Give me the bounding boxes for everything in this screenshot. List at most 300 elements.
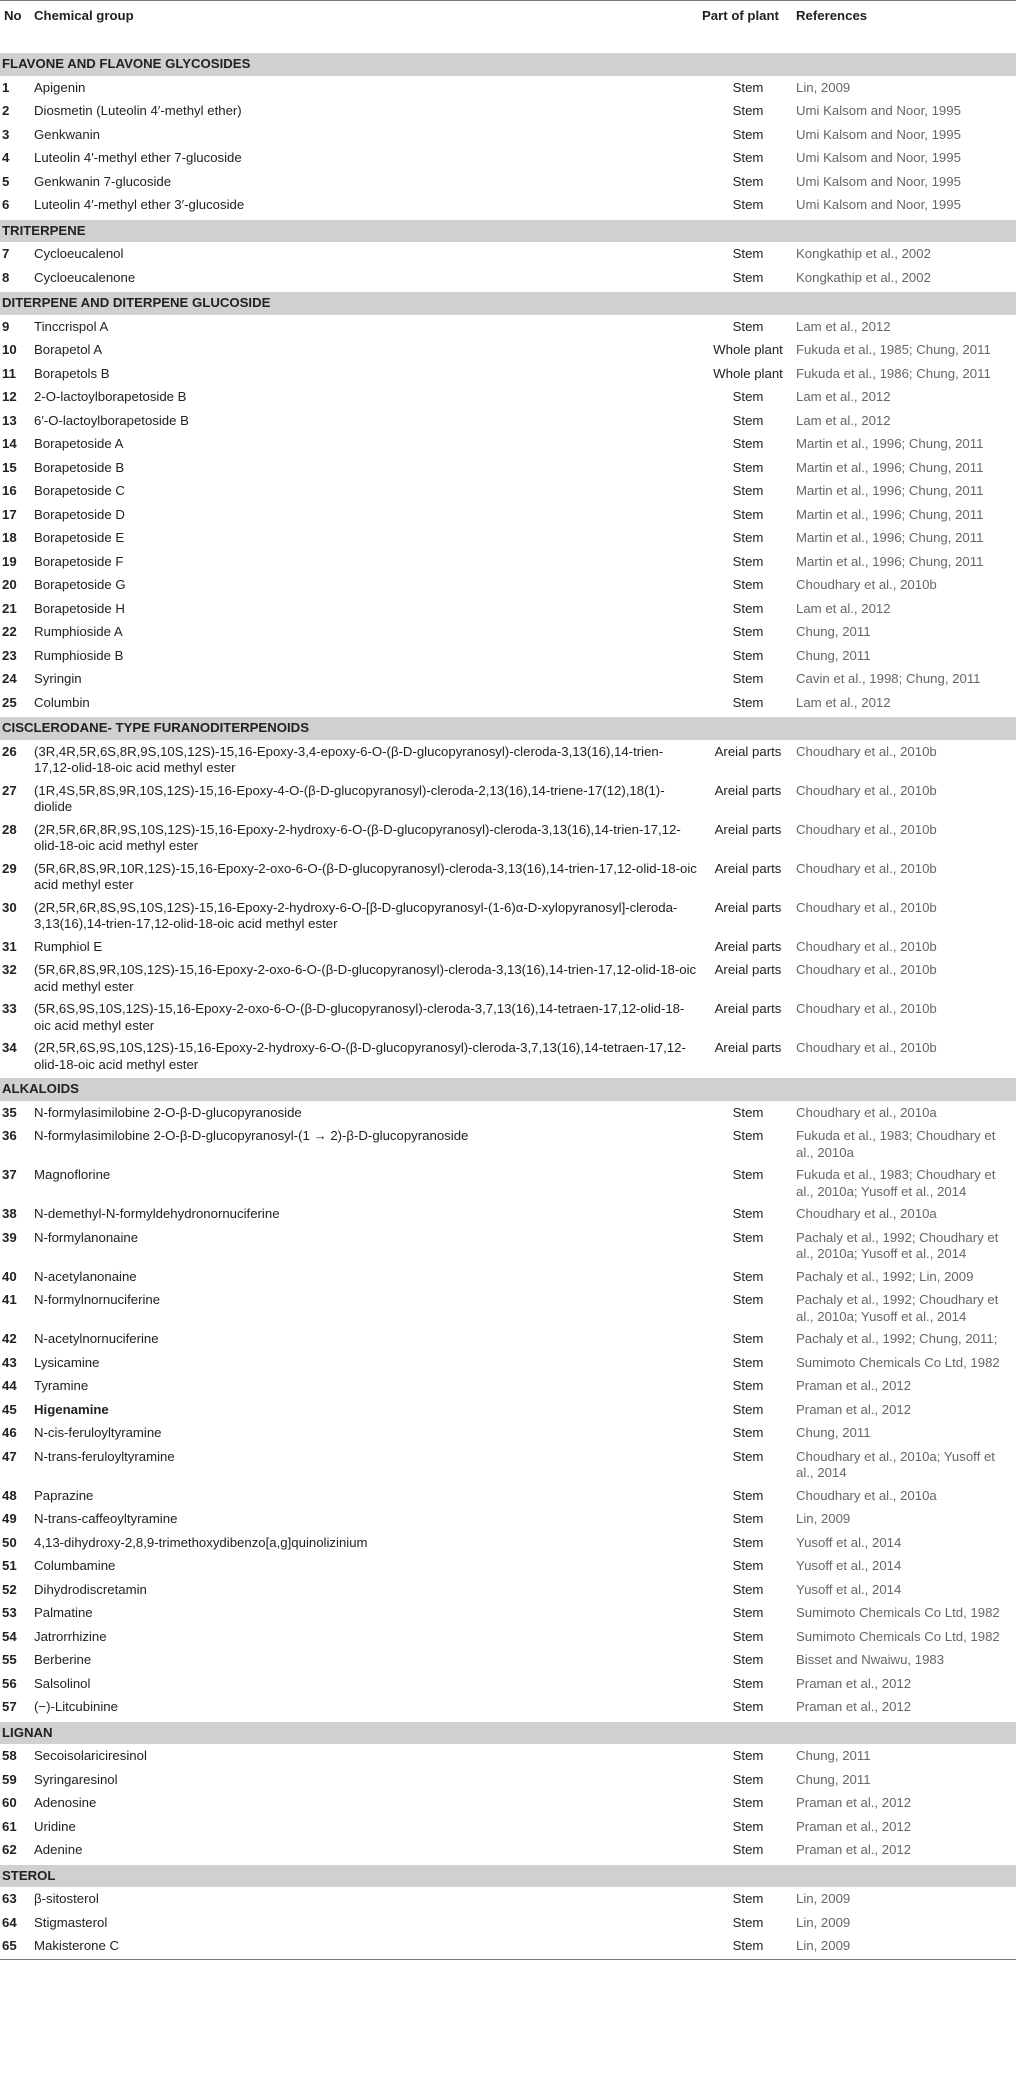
row-number: 42 xyxy=(2,1331,17,1346)
table-row xyxy=(0,433,1016,457)
plant-part: Stem xyxy=(732,269,764,285)
group-header-row xyxy=(0,716,1016,740)
table-row xyxy=(0,1164,1016,1203)
plant-part: Areial parts xyxy=(714,821,782,837)
compound-name: Columbin xyxy=(34,694,90,710)
plant-part: Stem xyxy=(732,1292,764,1307)
table-row xyxy=(0,1816,1016,1840)
table-row xyxy=(0,1422,1016,1446)
compound-name: (5R,6S,9S,10S,12S)-15,16-Epoxy-2-oxo-6-O-(β-D-glucopyranosyl)-cleroda-3,7,13(16),14-tetraen-17,12-olid-18-oic acid methyl ester xyxy=(34,1001,685,1033)
compound-name: Borapetoside A xyxy=(34,436,124,451)
reference: Martin et al., 1996; Chung, 2011 xyxy=(796,530,984,545)
plant-part: Stem xyxy=(732,197,764,212)
table-row xyxy=(0,998,1016,1037)
reference: Praman et al., 2012 xyxy=(796,1842,912,1857)
table-row xyxy=(0,1203,1016,1227)
compound-name: Borapetoside D xyxy=(34,506,125,522)
compound-name: (2R,5R,6R,8S,9S,10S,12S)-15,16-Epoxy-2-hydroxy-6-O-[β-D-glucopyranosyl-(1-6)α-D-xylopyranosyl]-cleroda-3,13(16),14-trien-17,12-olid-18-oic acid methyl ester xyxy=(34,899,678,931)
compound-name: (2R,5R,6S,9S,10S,12S)-15,16-Epoxy-2-hydroxy-6-O-(β-D-glucopyranosyl)-cleroda-3,7,13(16),14-tetraen-17,12-olid-18-oic acid methyl ester xyxy=(34,1040,686,1072)
compound-name: Columbamine xyxy=(34,1558,116,1573)
table-row xyxy=(0,1446,1016,1485)
reference: Martin et al., 1996; Chung, 2011 xyxy=(796,483,984,498)
compound-name: Palmatine xyxy=(34,1605,93,1620)
reference: Yusoff et al., 2014 xyxy=(796,1534,902,1550)
reference: Chung, 2011 xyxy=(796,1425,871,1440)
compound-name: Stigmasterol xyxy=(34,1914,108,1930)
row-number: 11 xyxy=(2,365,16,381)
table-row xyxy=(0,147,1016,171)
reference: Umi Kalsom and Noor, 1995 xyxy=(796,150,961,165)
row-number: 30 xyxy=(2,899,17,915)
reference: Lin, 2009 xyxy=(796,1891,851,1906)
plant-part: Areial parts xyxy=(714,782,782,798)
table-row xyxy=(0,1888,1016,1912)
row-number: 9 xyxy=(2,318,10,334)
table-row xyxy=(0,574,1016,598)
reference: Choudhary et al., 2010b xyxy=(796,782,937,798)
compound-name: N-acetylnornuciferine xyxy=(34,1331,159,1346)
table-row xyxy=(0,668,1016,692)
reference: Praman et al., 2012 xyxy=(796,1699,912,1714)
reference: Lin, 2009 xyxy=(796,1914,851,1930)
group-header-row xyxy=(0,219,1016,243)
plant-part: Stem xyxy=(732,1534,764,1550)
plant-part: Stem xyxy=(732,1652,764,1667)
reference: Choudhary et al., 2010b xyxy=(796,1001,937,1016)
table-row xyxy=(0,1328,1016,1352)
group-header-row xyxy=(0,52,1016,76)
plant-part: Stem xyxy=(732,1167,764,1182)
compound-name: 6′-O-lactoylborapetoside B xyxy=(34,412,189,428)
compound-name: Tinccrispol A xyxy=(34,318,109,334)
table-row xyxy=(0,1399,1016,1423)
reference: Pachaly et al., 1992; Chung, 2011; xyxy=(796,1331,998,1346)
table-row xyxy=(0,1839,1016,1864)
row-number: 39 xyxy=(2,1229,17,1245)
table-row xyxy=(0,1227,1016,1266)
row-number: 45 xyxy=(2,1401,17,1417)
reference: Kongkathip et al., 2002 xyxy=(796,269,931,285)
table-row xyxy=(0,645,1016,669)
table-row xyxy=(0,551,1016,575)
compound-name: Cycloeucalenone xyxy=(34,269,136,285)
plant-part: Whole plant xyxy=(713,342,783,357)
compound-name: (1R,4S,5R,8S,9R,10S,12S)-15,16-Epoxy-4-O-(β-D-glucopyranosyl)-cleroda-2,13(16),14-triene-17(12),18(1)-diolide xyxy=(34,782,665,814)
table-body xyxy=(0,52,1016,1959)
row-number: 48 xyxy=(2,1487,17,1503)
reference: Lin, 2009 xyxy=(796,79,851,95)
table-row xyxy=(0,1649,1016,1673)
table-row xyxy=(0,780,1016,819)
row-number: 62 xyxy=(2,1842,17,1857)
compound-name: Borapetoside E xyxy=(34,530,125,545)
compound-name: Lysicamine xyxy=(34,1354,100,1370)
table-row xyxy=(0,1696,1016,1721)
row-number: 60 xyxy=(2,1795,17,1810)
table-row xyxy=(0,76,1016,100)
compound-name: N-acetylanonaine xyxy=(34,1268,137,1284)
header-row xyxy=(0,1,1016,53)
compound-name: Magnoflorine xyxy=(34,1167,111,1182)
row-number: 7 xyxy=(2,246,10,261)
plant-part: Areial parts xyxy=(714,938,782,954)
table-row xyxy=(0,504,1016,528)
group-header-row xyxy=(0,291,1016,315)
table-row xyxy=(0,858,1016,897)
reference: Pachaly et al., 1992; Lin, 2009 xyxy=(796,1268,974,1284)
compound-name: Berberine xyxy=(34,1652,92,1667)
plant-part: Stem xyxy=(732,1268,764,1284)
group-title: DITERPENE AND DITERPENE GLUCOSIDE xyxy=(0,291,1016,315)
plant-part: Stem xyxy=(732,1891,764,1906)
table-row xyxy=(0,1037,1016,1077)
compound-name: Rumphiol E xyxy=(34,938,103,954)
row-number: 55 xyxy=(2,1652,17,1667)
row-number: 6 xyxy=(2,197,10,212)
group-title: TRITERPENE xyxy=(0,219,1016,243)
reference: Choudhary et al., 2010a xyxy=(796,1104,937,1120)
row-number: 64 xyxy=(2,1914,17,1930)
reference: Choudhary et al., 2010a; Yusoff et al., 2014 xyxy=(796,1448,995,1480)
plant-part: Stem xyxy=(732,173,764,189)
reference: Umi Kalsom and Noor, 1995 xyxy=(796,126,961,142)
plant-part: Stem xyxy=(732,126,764,142)
reference: Martin et al., 1996; Chung, 2011 xyxy=(796,553,984,569)
plant-part: Stem xyxy=(732,1401,764,1417)
plant-part: Stem xyxy=(732,103,764,118)
reference: Yusoff et al., 2014 xyxy=(796,1558,902,1573)
row-number: 12 xyxy=(2,389,17,404)
reference: Umi Kalsom and Noor, 1995 xyxy=(796,103,961,118)
row-number: 1 xyxy=(2,79,10,95)
reference: Pachaly et al., 1992; Choudhary et al., 2010a; Yusoff et al., 2014 xyxy=(796,1229,999,1261)
compound-name: N-cis-feruloyltyramine xyxy=(34,1425,162,1440)
row-number: 31 xyxy=(2,938,17,954)
compound-name: Rumphioside B xyxy=(34,647,124,663)
table-row xyxy=(0,1485,1016,1509)
header-no: No xyxy=(0,1,32,53)
reference: Martin et al., 1996; Chung, 2011 xyxy=(796,436,984,451)
compound-name: Luteolin 4′-methyl ether 7-glucoside xyxy=(34,150,242,165)
row-number: 54 xyxy=(2,1628,17,1644)
row-number: 16 xyxy=(2,483,17,498)
table-row xyxy=(0,692,1016,717)
table-row xyxy=(0,621,1016,645)
row-number: 51 xyxy=(2,1558,17,1573)
compound-name: Syringin xyxy=(34,671,82,686)
compound-name: Adenosine xyxy=(34,1795,97,1810)
plant-part: Stem xyxy=(732,1487,764,1503)
group-header-row xyxy=(0,1077,1016,1101)
table-row xyxy=(0,1266,1016,1290)
reference: Lin, 2009 xyxy=(794,1935,1016,1959)
compound-name: N-formylasimilobine 2-O-β-D-glucopyranosyl-(1 → 2)-β-D-glucopyranoside xyxy=(34,1128,469,1143)
row-number: 35 xyxy=(2,1104,17,1120)
group-title: LIGNAN xyxy=(0,1721,1016,1745)
plant-part: Stem xyxy=(732,1818,764,1834)
header-part-of-plant: Part of plant xyxy=(702,1,794,53)
plant-part: Stem xyxy=(732,1354,764,1370)
compound-name: Uridine xyxy=(34,1818,76,1834)
group-header-row xyxy=(0,1864,1016,1888)
plant-part: Stem xyxy=(732,1748,764,1763)
compound-name: 4,13-dihydroxy-2,8,9-trimethoxydibenzo[a,g]quinolizinium xyxy=(34,1534,368,1550)
row-number: 40 xyxy=(2,1268,17,1284)
plant-part: Stem xyxy=(732,553,764,569)
compound-name: 2-O-lactoylborapetoside B xyxy=(34,389,187,404)
plant-part: Stem xyxy=(732,1378,764,1393)
table-row xyxy=(0,386,1016,410)
row-number: 36 xyxy=(2,1128,17,1143)
table-row xyxy=(0,1532,1016,1556)
reference: Fukuda et al., 1983; Choudhary et al., 2010a xyxy=(796,1128,996,1160)
compound-name: Borapetoside B xyxy=(34,459,125,475)
plant-part: Stem xyxy=(732,1229,764,1245)
row-number: 4 xyxy=(2,150,10,165)
group-title: CISCLERODANE- TYPE FURANODITERPENOIDS xyxy=(0,716,1016,740)
plant-part: Whole plant xyxy=(713,365,783,381)
plant-part: Stem xyxy=(732,246,764,261)
table-row xyxy=(0,1912,1016,1936)
table-row xyxy=(0,1579,1016,1603)
table-row xyxy=(0,194,1016,219)
row-number: 15 xyxy=(2,459,17,475)
table-row xyxy=(0,936,1016,960)
reference: Lam et al., 2012 xyxy=(796,318,891,334)
row-number: 14 xyxy=(2,436,17,451)
reference: Cavin et al., 1998; Chung, 2011 xyxy=(796,671,981,686)
compound-name: (−)-Litcubinine xyxy=(34,1699,118,1714)
row-number: 41 xyxy=(2,1292,17,1307)
plant-part: Stem xyxy=(732,647,764,663)
table-row xyxy=(0,897,1016,936)
table-row xyxy=(0,598,1016,622)
table-row xyxy=(0,171,1016,195)
reference: Martin et al., 1996; Chung, 2011 xyxy=(796,459,984,475)
reference: Choudhary et al., 2010b xyxy=(796,1040,937,1055)
compound-name: β-sitosterol xyxy=(34,1891,99,1906)
plant-part: Stem xyxy=(732,459,764,475)
row-number: 22 xyxy=(2,624,17,639)
table-row xyxy=(0,1352,1016,1376)
row-number: 34 xyxy=(2,1040,17,1055)
table-row xyxy=(0,339,1016,363)
row-number: 32 xyxy=(2,962,17,977)
compound-name: Borapetoside F xyxy=(34,553,124,569)
row-number: 43 xyxy=(2,1354,17,1370)
row-number: 59 xyxy=(2,1771,17,1787)
row-number: 56 xyxy=(2,1675,17,1691)
reference: Praman et al., 2012 xyxy=(796,1818,912,1834)
reference: Umi Kalsom and Noor, 1995 xyxy=(796,197,961,212)
table-row xyxy=(0,363,1016,387)
compound-name: Rumphioside A xyxy=(34,624,123,639)
compound-name: N-trans-caffeoyltyramine xyxy=(34,1511,178,1526)
compound-name: (5R,6R,8S,9R,10S,12S)-15,16-Epoxy-2-oxo-6-O-(β-D-glucopyranosyl)-cleroda-3,13(16),14-trien-17,12-olid-18-oic acid methyl ester xyxy=(34,962,697,994)
compound-name: N-formylanonaine xyxy=(34,1229,139,1245)
plant-part: Stem xyxy=(732,1448,764,1464)
plant-part: Stem xyxy=(732,506,764,522)
plant-part: Stem xyxy=(732,1628,764,1644)
compound-name: (5R,6R,8S,9R,10R,12S)-15,16-Epoxy-2-oxo-6-O-(β-D-glucopyranosyl)-cleroda-3,13(16),14-trien-17,12-olid-18-oic acid methyl ester xyxy=(34,860,697,892)
plant-part: Stem xyxy=(732,1795,764,1810)
table-row xyxy=(0,1673,1016,1697)
reference: Praman et al., 2012 xyxy=(796,1795,912,1810)
plant-part: Stem xyxy=(732,318,764,334)
reference: Chung, 2011 xyxy=(796,647,871,663)
compound-name: N-trans-feruloyltyramine xyxy=(34,1448,175,1464)
row-number: 52 xyxy=(2,1581,17,1597)
table-row xyxy=(0,1602,1016,1626)
row-number: 37 xyxy=(2,1167,17,1182)
reference: Fukuda et al., 1985; Chung, 2011 xyxy=(796,342,991,357)
reference: Choudhary et al., 2010b xyxy=(796,962,937,977)
plant-part: Stem xyxy=(732,1699,764,1714)
reference: Bisset and Nwaiwu, 1983 xyxy=(796,1652,945,1667)
reference: Chung, 2011 xyxy=(796,624,871,639)
row-number: 18 xyxy=(2,530,17,545)
row-number: 46 xyxy=(2,1425,17,1440)
compound-name: N-demethyl-N-formyldehydronornuciferine xyxy=(34,1206,280,1221)
plant-part: Stem xyxy=(732,436,764,451)
compound-name: Borapetoside H xyxy=(34,600,125,616)
reference: Sumimoto Chemicals Co Ltd, 1982 xyxy=(796,1354,1000,1370)
plant-part: Stem xyxy=(732,1581,764,1597)
reference: Lin, 2009 xyxy=(796,1511,851,1526)
row-number: 50 xyxy=(2,1534,17,1550)
compound-name: (2R,5R,6R,8R,9S,10S,12S)-15,16-Epoxy-2-hydroxy-6-O-(β-D-glucopyranosyl)-cleroda-3,13(16),14-trien-17,12-olid-18-oic acid methyl ester xyxy=(34,821,681,853)
plant-part: Stem xyxy=(732,694,764,710)
reference: Yusoff et al., 2014 xyxy=(796,1581,902,1597)
group-title: FLAVONE AND FLAVONE GLYCOSIDES xyxy=(0,52,1016,76)
reference: Choudhary et al., 2010b xyxy=(796,938,937,954)
row-number: 63 xyxy=(2,1891,17,1906)
plant-part: Areial parts xyxy=(714,860,782,876)
group-title: ALKALOIDS xyxy=(0,1077,1016,1101)
reference: Chung, 2011 xyxy=(796,1771,871,1787)
reference: Lam et al., 2012 xyxy=(796,694,891,710)
compound-name: Jatrorrhizine xyxy=(34,1628,107,1644)
row-number: 44 xyxy=(2,1378,17,1393)
compound-name: Genkwanin 7-glucoside xyxy=(34,173,172,189)
reference: Sumimoto Chemicals Co Ltd, 1982 xyxy=(796,1605,1000,1620)
table-row xyxy=(0,124,1016,148)
compound-name: Borapetols B xyxy=(34,365,110,381)
row-number: 21 xyxy=(2,600,17,616)
compound-name: Borapetoside G xyxy=(34,577,126,592)
row-number: 57 xyxy=(2,1699,17,1714)
row-number: 53 xyxy=(2,1605,17,1620)
table-row xyxy=(0,457,1016,481)
reference: Choudhary et al., 2010b xyxy=(796,743,937,759)
plant-part: Areial parts xyxy=(714,1040,782,1055)
table-row xyxy=(0,243,1016,267)
compound-name: Borapetol A xyxy=(34,342,103,357)
row-number: 19 xyxy=(2,553,17,569)
reference: Fukuda et al., 1983; Choudhary et al., 2010a; Yusoff et al., 2014 xyxy=(796,1167,996,1199)
reference: Chung, 2011 xyxy=(796,1748,871,1763)
table-row xyxy=(0,1289,1016,1328)
row-number: 27 xyxy=(2,782,17,798)
header-chemical-group: Chemical group xyxy=(32,1,702,53)
table-row xyxy=(0,1769,1016,1793)
row-number: 3 xyxy=(2,126,10,142)
table-row xyxy=(0,527,1016,551)
table-row xyxy=(0,819,1016,858)
reference: Lam et al., 2012 xyxy=(796,389,891,404)
plant-part: Areial parts xyxy=(714,743,782,759)
plant-part: Areial parts xyxy=(714,899,782,915)
compound-name: Apigenin xyxy=(34,79,86,95)
reference: Lam et al., 2012 xyxy=(796,412,891,428)
compound-name: N-formylasimilobine 2-O-β-D-glucopyranoside xyxy=(34,1104,302,1120)
reference: Choudhary et al., 2010a xyxy=(796,1206,937,1221)
plant-part: Stem xyxy=(732,1675,764,1691)
reference: Choudhary et al., 2010b xyxy=(796,860,937,876)
compound-name: N-formylnornuciferine xyxy=(34,1292,161,1307)
table-row xyxy=(0,315,1016,339)
row-number: 5 xyxy=(2,173,10,189)
compound-name: Luteolin 4′-methyl ether 3′-glucoside xyxy=(34,197,245,212)
table-row xyxy=(0,1125,1016,1164)
reference: Umi Kalsom and Noor, 1995 xyxy=(796,173,961,189)
row-number: 49 xyxy=(2,1511,17,1526)
compound-name: Salsolinol xyxy=(34,1675,91,1691)
table-row xyxy=(0,480,1016,504)
row-number: 38 xyxy=(2,1206,17,1221)
reference: Praman et al., 2012 xyxy=(796,1675,912,1691)
reference: Choudhary et al., 2010a xyxy=(796,1487,937,1503)
table-row xyxy=(0,1792,1016,1816)
plant-part: Stem xyxy=(702,1935,794,1959)
row-number: 58 xyxy=(2,1748,17,1763)
header-references: References xyxy=(794,1,1016,53)
plant-part: Stem xyxy=(732,1914,764,1930)
row-number: 28 xyxy=(2,821,17,837)
compound-name: Adenine xyxy=(34,1842,83,1857)
row-number: 20 xyxy=(2,577,17,592)
reference: Sumimoto Chemicals Co Ltd, 1982 xyxy=(796,1628,1000,1644)
compound-name: Diosmetin (Luteolin 4′-methyl ether) xyxy=(34,103,242,118)
reference: Choudhary et al., 2010b xyxy=(796,821,937,837)
reference: Kongkathip et al., 2002 xyxy=(796,246,931,261)
group-title: STEROL xyxy=(0,1864,1016,1888)
plant-part: Areial parts xyxy=(714,962,782,977)
plant-part: Stem xyxy=(732,389,764,404)
table-row xyxy=(0,1745,1016,1769)
plant-part: Areial parts xyxy=(714,1001,782,1016)
plant-part: Stem xyxy=(732,79,764,95)
plant-part: Stem xyxy=(732,1605,764,1620)
table-row xyxy=(0,410,1016,434)
plant-part: Stem xyxy=(732,1104,764,1120)
row-number: 26 xyxy=(2,743,17,759)
row-number: 25 xyxy=(2,694,17,710)
table-row xyxy=(0,959,1016,998)
plant-part: Stem xyxy=(732,1771,764,1787)
table-row xyxy=(0,1626,1016,1650)
plant-part: Stem xyxy=(732,1425,764,1440)
table-row xyxy=(0,1935,1016,1959)
table-row xyxy=(0,1375,1016,1399)
table-row xyxy=(0,740,1016,780)
reference: Pachaly et al., 1992; Choudhary et al., 2010a; Yusoff et al., 2014 xyxy=(796,1292,999,1324)
row-number: 29 xyxy=(2,860,17,876)
plant-part: Stem xyxy=(732,1128,764,1143)
compound-name: Genkwanin xyxy=(34,126,100,142)
reference: Lam et al., 2012 xyxy=(796,600,891,616)
compound-name: Secoisolariciresinol xyxy=(34,1748,147,1763)
